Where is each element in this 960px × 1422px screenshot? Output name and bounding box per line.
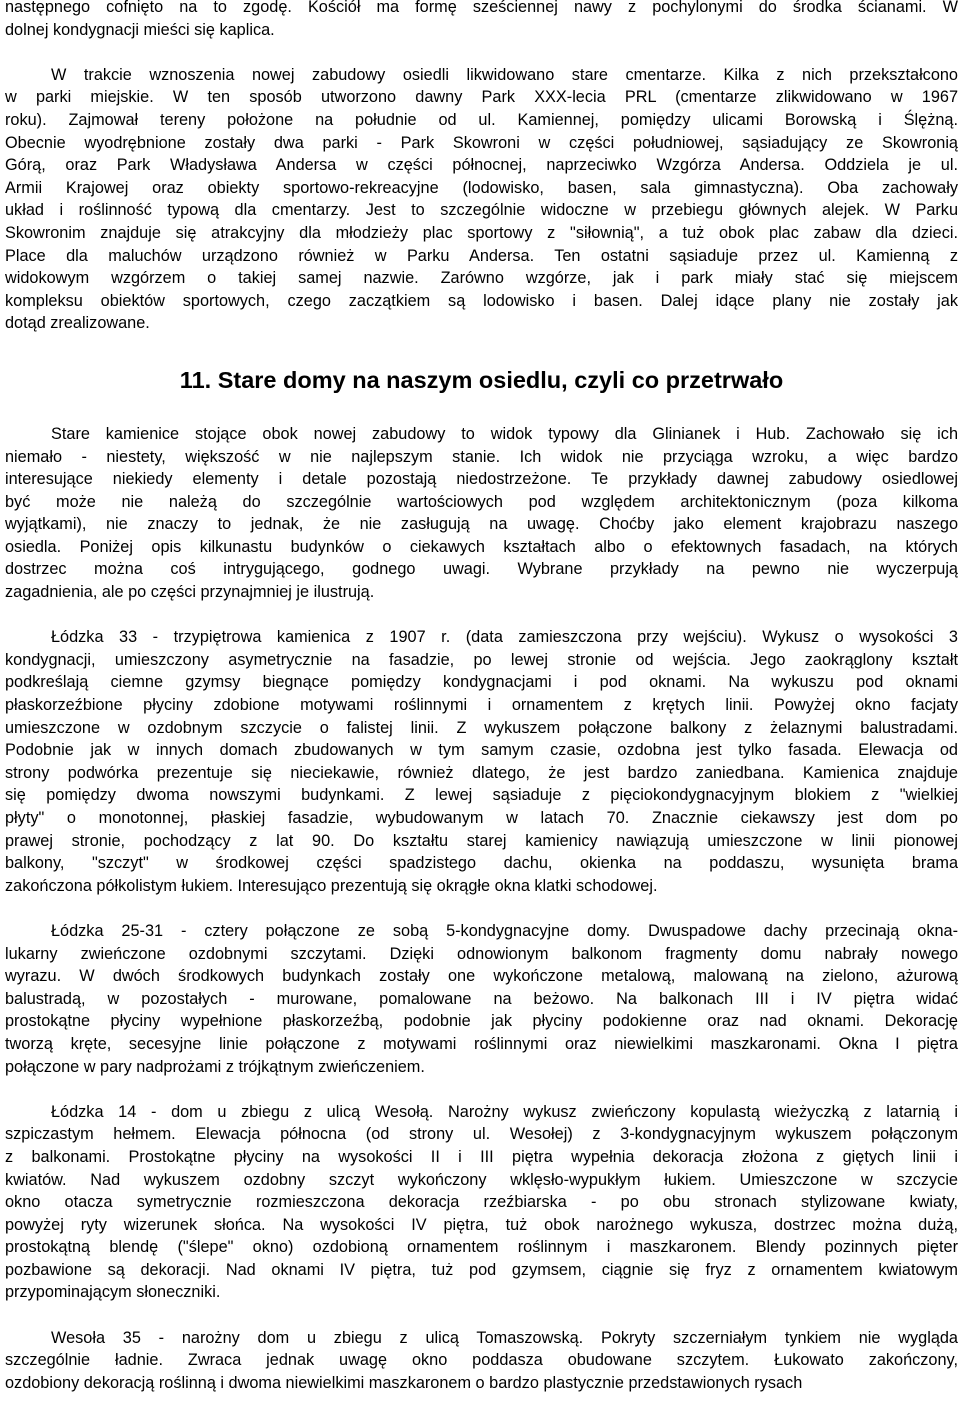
text-line: Łódzka 25-31 - cztery połączone ze sobą 5-kondygnacyjne domy. Dwuspadowe dachy przecinają okna- (51, 921, 958, 940)
text-line: ozdobiony dekoracją roślinną i dwoma niewielkimi maszkaronem o bardzo plastycznie przedstawionych rysach (5, 1373, 803, 1392)
text-line: widokowym wzgórzem o takiej samej nazwie. Zarówno wzgórze, jak i park miały stać się miejscem (5, 269, 958, 288)
text-line: Armii Krajowej oraz obiekty sportowo-rekreacyjne (lodowisko, basen, sala gimnastyczna). Oba zachowały (5, 178, 958, 197)
text-line: wyrazu. W dwóch środkowych budynkach zostały one wykończone metalową, malowaną na zielono, ażurową (5, 967, 958, 986)
text-line: Łódzka 14 - dom u zbiegu z ulicą Wesołą. Narożny wykusz zwieńczony kopulastą wieżyczką z latarnią i (51, 1102, 958, 1121)
text-line: przypominającym słoneczniki. (5, 1283, 221, 1302)
text-line: dostrzec można coś intrygującego, godnego uwagi. Wybrane przykłady na pewno nie wyczerpują (5, 560, 958, 579)
text-line: prawej stronie, pochodzący z lat 90. Do kształtu starej kamienicy nawiązują umieszczone w linii pionowej (5, 831, 958, 850)
text-line: Obecnie wyodrębnione zostały dwa parki - Park Skowroni w części południowej, sąsiadujący ze Skowronią (5, 133, 958, 152)
text-line: Podobnie jak w innych domach zbudowanych w tym samym czasie, ozdobna jest tylko fasada. Elewacja od (5, 741, 958, 760)
paragraph (5, 626, 958, 897)
text-line: osiedla. Poniżej opis kilkunastu budynków o ciekawych kształtach albo o efektownych fasadach, na których (5, 537, 958, 556)
paragraph (5, 0, 958, 41)
text-line: w parki miejskie. W ten sposób utworzono dawny Park XXX-lecia PRL (cmentarze zlikwidowano w 1967 (5, 88, 958, 107)
text-line: dotąd zrealizowane. (5, 314, 150, 333)
text-line: Place dla maluchów urządzono również w Parku Andersa. Ten ostatni sąsiaduje przez ul. Kamienną z (5, 246, 958, 265)
text-line: kwiatów. Nad wykuszem ozdobny szczyt wykończony wklęsło-wypukłym łukiem. Umieszczone w szczycie (5, 1170, 958, 1189)
text-line: Górą, oraz Park Władysława Andersa w części północnej, naprzeciwko Wzgórza Andersa. Oddziela je ul. (5, 156, 958, 175)
text-line: umieszczone w ozdobnym szczycie o falistej linii. Z wykuszem połączone balkony z żelaznymi balustradami. (5, 718, 958, 737)
paragraph (5, 920, 958, 1078)
text-line: lukarny zwieńczone ozdobnymi szczytami. Dzięki odnowionym balkonom fragmenty domu nabrały nowego (5, 944, 958, 963)
text-line: płyty" o monotonnej, płaskiej fasadzie, wybudowanym w latach 70. Znacznie ciekawszy jest dom po (5, 809, 958, 827)
text-line: z balkonami. Prostokątne płyciny na wysokości II i III piętra wypełnia dekoracja złożona z giętych linii i (5, 1147, 958, 1166)
text-line: płaskorzeźbione płyciny zdobione motywami roślinnymi i ornamentem z krętych linii. Powyżej okno facjaty (5, 696, 958, 715)
paragraph (5, 1327, 958, 1395)
text-line: być może nie należą do szczególnie wartościowych pod względem architektonicznym (poza kilkoma (5, 492, 958, 511)
text-line: balustradą, w pozostałych - murowane, pomalowane na beżowo. Na balkonach III i IV piętra widać (5, 989, 958, 1008)
text-line: kondygnacji, umieszczony asymetrycznie na fasadzie, po lewej stronie od wejścia. Jego zaokrąglony kształt (5, 650, 958, 669)
paragraph (5, 423, 958, 604)
text-line: Wesoła 35 - narożny dom u zbiegu z ulicą Tomaszowską. Pokryty szczerniałym tynkiem nie wygląda (51, 1328, 958, 1347)
text-line: się pomiędzy dwoma nowszymi budynkami. Z lewej sąsiaduje z pięciokondygnacyjnym blokiem z "wielkiej (5, 786, 958, 805)
text-line: interesujące niekiedy elementy i detale pozostają niedostrzeżone. Te przykłady dawnej zabudowy osiedlowej (5, 470, 958, 489)
paragraph (5, 64, 958, 335)
text-line: układ i roślinność typową dla cmentarzy. Jest to szczególnie widoczne w przebiegu głównych alejek. W Parku (5, 201, 958, 220)
text-line: pozbawione są dekoracji. Nad oknami IV piętra, tuż pod gzymsem, ciągnie się fryz z ornamentem kwiatowym (5, 1260, 958, 1279)
text-line: prostokątną blendę ("ślepe" okno) ozdobioną ornamentem roślinnym i maszkaronem. Blendy pozinnych pięter (5, 1238, 958, 1257)
text-line: zagadnienia, ale po części przynajmniej je ilustrują. (5, 583, 375, 602)
text-line: zakończona półkolistym łukiem. Interesująco prezentują się okrągłe okna klatki schodowej. (5, 876, 658, 895)
text-line: Skowronim znajduje się atrakcyjny dla młodzieży plac sportowy z "siłownią", a tuż obok plac zabaw dla dzieci. (5, 223, 958, 242)
text-line: tworzą kręte, secesyjne linie połączone z motywami roślinnymi oraz niewielkimi maszkaronami. Okna I piętra (5, 1034, 958, 1053)
text-line: okno otacza symetrycznie rozmieszczona dekoracja rzeźbiarska - po obu stronach stylizowane kwiaty, (5, 1193, 958, 1212)
text-line: strony podwórka prezentuje się nieciekawie, również dlatego, że jest bardzo zaniedbana. Kamienica znajduje (5, 763, 958, 782)
intro-section (5, 0, 958, 335)
text-line: balkony, "szczyt" w środkowej części spadzistego dachu, okienka na poddaszu, wysunięta brama (5, 854, 958, 873)
text-line: dolnej kondygnacji mieści się kaplica. (5, 20, 275, 39)
document-page (5, 0, 958, 1394)
text-line: kompleksu obiektów sportowych, czego zaczątkiem są lodowisko i basen. Dalej idące plany nie zostały jak (5, 291, 958, 310)
text-line: połączone w pary nadprożami z trójkątnym zwieńczeniem. (5, 1057, 425, 1076)
text-line: Stare kamienice stojące obok nowej zabudowy to widok typowy dla Glinianek i Hub. Zachowało się ich (51, 424, 958, 443)
paragraph (5, 1101, 958, 1304)
text-line: niemało - niestety, większość w nie najlepszym stanie. Ich widok nie przyciąga wzroku, a więc bardzo (5, 447, 958, 466)
text-line: Łódzka 33 - trzypiętrowa kamienica z 1907 r. (data zamieszczona przy wejściu). Wykusz o wysokości 3 (51, 628, 958, 647)
section-body (5, 423, 958, 1395)
text-line: następnego cofnięto na to zgodę. Kościół ma formę sześciennej nawy z pochylonymi do środka ścianami. W (5, 0, 958, 16)
text-line: roku). Zajmował tereny położone na południe od ul. Kamiennej, pomiędzy ulicami Borowską i Ślężną. (5, 110, 958, 129)
text-line: szczególnie ładnie. Zwraca jednak uwagę okno poddasza obudowane szczytem. Łukowato zakończony, (5, 1351, 958, 1370)
text-line: prostokątne płyciny wypełnione płaskorzeźbą, podobnie jak płyciny podokienne oraz nad oknami. Dekorację (5, 1012, 958, 1031)
text-line: szpiczastym hełmem. Elewacja północna (od strony ul. Wesołej) z 3-kondygnacyjnym wykuszem połączonym (5, 1125, 958, 1144)
text-line: powyżej ryty wizerunek słońca. Na wysokości IV piętra, tuż obok narożnego wykusza, dostrzec można dużą, (5, 1215, 958, 1234)
text-line: wyjątkami), nie znaczy to jednak, że nie zasługują na uwagę. Choćby jako element krajobrazu naszego (5, 515, 958, 534)
section-heading: 11. Stare domy na naszym osiedlu, czyli co przetrwało (179, 366, 784, 393)
text-line: podkreślają ciemne gzymsy biegnące pomiędzy kondygnacjami i pod oknami. Na wykuszu pod oknami (5, 673, 958, 692)
text-line: W trakcie wznoszenia nowej zabudowy osiedli likwidowano stare cmentarze. Kilka z nich przekształcono (51, 65, 958, 84)
